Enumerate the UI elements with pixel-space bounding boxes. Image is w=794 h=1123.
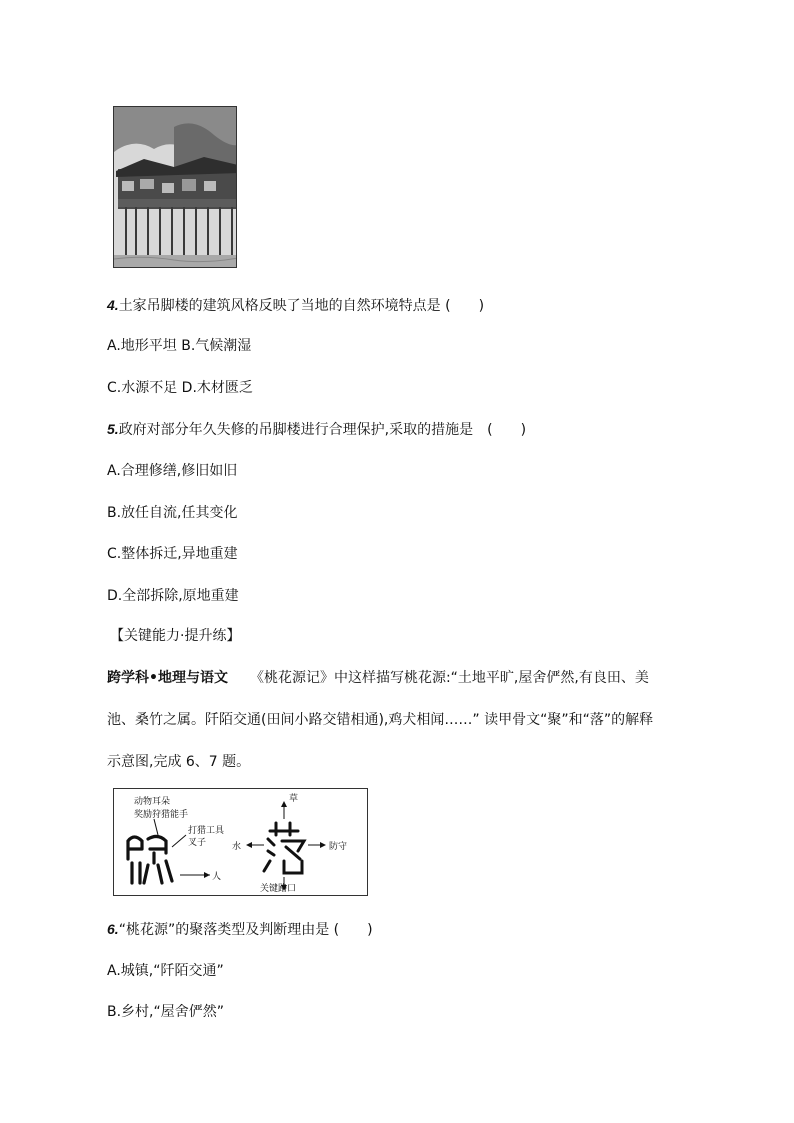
ju-label-tool: 打猎工具 bbox=[188, 826, 225, 836]
q4-option-row-1: A.地形平坦 B.气候潮湿 bbox=[107, 338, 252, 354]
section-title: 【关键能力·提升练】 bbox=[110, 628, 241, 644]
question-6 bbox=[107, 919, 373, 940]
ju-label-fork: 叉子 bbox=[188, 838, 207, 848]
passage-line-3: 示意图,完成 6、7 题。 bbox=[107, 754, 251, 770]
passage-label: 跨学科•地理与语文 bbox=[107, 670, 228, 686]
question-text: “桃花源”的聚落类型及判断理由是 ( ) bbox=[118, 922, 373, 938]
luo-label-defense: 防守 bbox=[329, 842, 348, 852]
question-number: 6. bbox=[107, 921, 119, 937]
q5-option-d: D.全部拆除,原地重建 bbox=[107, 588, 239, 604]
passage-line-1 bbox=[107, 668, 719, 688]
ju-label-ears: 动物耳朵 bbox=[134, 797, 171, 807]
question-text: 政府对部分年久失修的吊脚楼进行合理保护,采取的措施是 ( ) bbox=[118, 422, 527, 438]
question-5 bbox=[107, 419, 526, 440]
passage-text-1: 《桃花源记》中这样描写桃花源:“土地平旷,屋舍俨然,有良田、美 bbox=[249, 670, 649, 686]
q6-option-b: B.乡村,“屋舍俨然” bbox=[107, 1004, 225, 1020]
ju-label-reward: 奖励狩猎能手 bbox=[134, 810, 189, 820]
q4-option-row-2: C.水源不足 D.木材匮乏 bbox=[107, 380, 253, 396]
ju-glyph-icon bbox=[128, 836, 172, 883]
luo-label-grass: 草 bbox=[289, 794, 299, 804]
q5-option-b: B.放任自流,任其变化 bbox=[107, 505, 238, 521]
ju-label-person: 人 bbox=[212, 872, 222, 882]
q5-option-a: A.合理修缮,修旧如旧 bbox=[107, 463, 238, 479]
q6-option-a: A.城镇,“阡陌交通” bbox=[107, 963, 224, 979]
luo-label-water: 水 bbox=[232, 842, 242, 852]
luo-label-junction: 关键路口 bbox=[260, 884, 297, 894]
question-4 bbox=[107, 295, 484, 316]
luo-glyph-icon bbox=[264, 823, 304, 873]
passage-line-2: 池、桑竹之属。阡陌交通(田间小路交错相通),鸡犬相闻……” 读甲骨文“聚”和“落”的解释 bbox=[107, 712, 654, 728]
stilt-house-photo bbox=[113, 106, 237, 268]
question-number: 5. bbox=[107, 421, 119, 437]
q5-option-c: C.整体拆迁,异地重建 bbox=[107, 546, 238, 562]
question-text: 土家吊脚楼的建筑风格反映了当地的自然环境特点是 ( ) bbox=[118, 298, 485, 314]
oracle-bone-figure bbox=[113, 788, 368, 896]
stilt-house-icon bbox=[114, 107, 237, 268]
question-number: 4. bbox=[107, 297, 119, 313]
